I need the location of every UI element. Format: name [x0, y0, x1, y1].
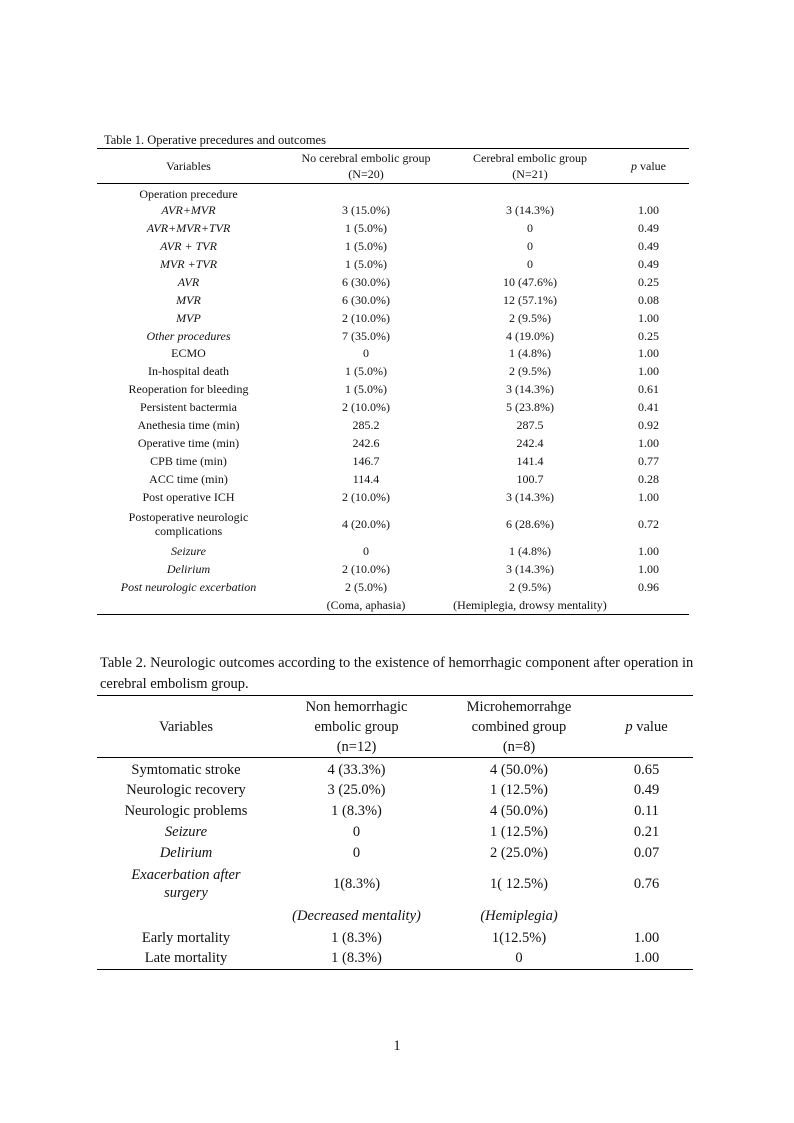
- cell-p: 0.96: [638, 580, 659, 595]
- cell-p: 0.49: [638, 239, 659, 254]
- cell-p: 0.49: [638, 257, 659, 271]
- row-label: [97, 596, 280, 614]
- cell-b: 1 (12.5%): [490, 823, 548, 840]
- cell-b: 2 (25.0%): [490, 844, 548, 861]
- table-row: [97, 506, 689, 543]
- header-line: Non hemorrhagic: [305, 698, 408, 715]
- cell-a: 2 (10.0%): [342, 562, 390, 577]
- table-row: [97, 398, 689, 416]
- table-row: [97, 255, 689, 273]
- table1-header-row: [97, 149, 689, 184]
- cell-p: 1.00: [633, 929, 660, 946]
- row-label: Post operative ICH: [142, 489, 235, 504]
- table-row: [97, 779, 693, 800]
- cell-a: 0: [352, 844, 361, 861]
- cell-a: 146.7: [352, 453, 380, 468]
- cell-a: 1 (5.0%): [345, 257, 387, 271]
- cell-b: 4 (19.0%): [506, 328, 554, 343]
- row-label: Other procedures: [146, 328, 231, 343]
- cell-p: 0.76: [633, 876, 660, 892]
- table-row: [97, 948, 693, 969]
- cell-a: 3 (25.0%): [327, 781, 386, 798]
- table-row: [97, 327, 689, 345]
- table-row: [97, 362, 689, 380]
- table2-header-group2: [438, 696, 600, 758]
- row-label: Persistent bactermia: [140, 400, 237, 415]
- cell-b: 3 (14.3%): [506, 382, 554, 397]
- table-row: [97, 219, 689, 237]
- cell-a: 2 (10.0%): [342, 489, 390, 504]
- table1-header-group1: [280, 149, 452, 184]
- table-row: [97, 758, 693, 780]
- cell-b: 242.4: [516, 435, 544, 450]
- note-b: (Hemiplegia): [480, 908, 558, 924]
- cell-b: 287.5: [516, 418, 544, 433]
- row-label: Neurologic recovery: [126, 781, 246, 798]
- cell-a: 2 (10.0%): [342, 310, 390, 325]
- row-label: MVP: [176, 310, 201, 325]
- note-a: (Decreased mentality): [292, 908, 421, 924]
- header-line: (n=8): [502, 738, 536, 755]
- cell-p: 1.00: [638, 310, 659, 325]
- cell-b: 141.4: [516, 453, 544, 468]
- cell-a: 1(8.3%): [332, 876, 381, 892]
- cell-a: 1 (8.3%): [331, 950, 382, 967]
- row-label: Operation precedure: [139, 187, 238, 202]
- table1-header-variables: Variables: [97, 149, 280, 184]
- p-symbol: p: [625, 718, 633, 735]
- table2-header-variables: Variables: [97, 696, 275, 758]
- page-number: 1: [393, 1038, 401, 1054]
- table2-header-group1: [275, 696, 438, 758]
- cell-a: 285.2: [352, 418, 380, 433]
- cell-b: 4 (50.0%): [490, 802, 548, 819]
- row-label: ACC time (min): [149, 471, 228, 486]
- cell-a: 0: [352, 823, 361, 840]
- cell-p: [600, 905, 693, 927]
- label-line: Exacerbation after: [131, 867, 241, 883]
- label-line: complications: [154, 524, 223, 539]
- table2-header-row: [97, 696, 693, 758]
- cell-a: 3 (15.0%): [342, 203, 390, 218]
- cell-p: 0.21: [633, 823, 660, 840]
- label-line: Postoperative neurologic: [128, 510, 249, 525]
- row-label: Seizure: [171, 544, 206, 559]
- table-row: [97, 273, 689, 291]
- cell-b: 0: [527, 221, 533, 236]
- cell-b: 2 (9.5%): [509, 310, 551, 325]
- table-row: [97, 416, 689, 434]
- cell-b: 0: [515, 950, 523, 967]
- cell-p: 1.00: [633, 950, 660, 967]
- cell-a: 1 (5.0%): [345, 239, 387, 254]
- cell-b: 100.7: [516, 471, 544, 486]
- cell-p: 0.49: [638, 221, 659, 236]
- cell-b: 2 (9.5%): [509, 364, 551, 379]
- cell-b: 1(12.5%): [491, 929, 547, 946]
- table-row: [97, 578, 689, 596]
- cell-p: 0.49: [633, 781, 660, 798]
- table-row: [97, 905, 693, 927]
- cell-a: 2 (5.0%): [345, 580, 387, 595]
- table-row: [97, 927, 693, 948]
- row-label: MVR +TVR: [159, 257, 218, 271]
- cell-a: 7 (35.0%): [342, 328, 390, 343]
- p-symbol: p: [631, 159, 637, 173]
- cell-p: 0.28: [638, 471, 659, 486]
- cell-b: 3 (14.3%): [506, 489, 554, 504]
- cell-p: 0.65: [633, 762, 660, 778]
- table2-caption: Table 2. Neurologic outcomes according to the existence of hemorrhagic component after operation in cerebral embolism group.: [100, 655, 694, 692]
- header-line: value: [637, 159, 666, 173]
- row-label: Delirium: [166, 562, 211, 577]
- cell-a: 114.4: [352, 471, 380, 486]
- header-line: Cerebral embolic group: [473, 151, 587, 165]
- cell-b: 0: [527, 257, 533, 271]
- cell-a: 0: [363, 544, 369, 559]
- cell-p: 1.00: [638, 562, 659, 577]
- cell-p: 0.41: [638, 400, 659, 415]
- row-label: [97, 506, 280, 543]
- cell-p: 1.00: [638, 544, 659, 559]
- label-line: surgery: [164, 885, 208, 901]
- row-label: [97, 863, 275, 905]
- table-row: [97, 863, 693, 905]
- table-row: [97, 184, 689, 202]
- cell-p: 0.72: [638, 517, 659, 532]
- header-line: (N=21): [512, 167, 548, 181]
- table1-header-pvalue: [608, 149, 689, 184]
- cell-a: 6 (30.0%): [342, 274, 390, 289]
- row-label: AVR+MVR: [161, 203, 216, 218]
- table-row: [97, 842, 693, 863]
- table-row: [97, 380, 689, 398]
- cell-a: 4 (33.3%): [327, 762, 386, 778]
- table-row: [97, 800, 693, 821]
- header-line: embolic group: [314, 718, 399, 735]
- header-line: (N=20): [348, 167, 384, 181]
- cell-b: 1 (4.8%): [509, 544, 551, 559]
- cell-p: 0.77: [638, 453, 659, 468]
- row-label: Anethesia time (min): [137, 418, 240, 433]
- table-row: [97, 201, 689, 219]
- cell-p: [608, 596, 689, 614]
- cell-b: 2 (9.5%): [509, 580, 551, 595]
- cell-p: 0.25: [638, 274, 659, 289]
- table-row: [97, 434, 689, 452]
- cell-b: 1 (12.5%): [490, 781, 548, 798]
- row-label: Early mortality: [141, 929, 231, 946]
- note-b: (Hemiplegia, drowsy mentality): [453, 597, 607, 612]
- cell-p: 0.08: [638, 292, 659, 307]
- table-row: [97, 821, 693, 842]
- row-label: AVR: [177, 274, 200, 289]
- note-a: (Coma, aphasia): [326, 597, 406, 612]
- table-row: [97, 596, 689, 614]
- row-label: Symtomatic stroke: [131, 762, 241, 778]
- cell-b: 3 (14.3%): [506, 562, 554, 577]
- cell-p: 1.00: [638, 203, 659, 218]
- cell-a: 1 (8.3%): [331, 802, 382, 819]
- cell-a: 2 (10.0%): [342, 400, 390, 415]
- table-row: [97, 291, 689, 309]
- table-row: [97, 309, 689, 327]
- cell-p: 0.07: [633, 844, 660, 861]
- table-row: [97, 237, 689, 255]
- row-label: In-hospital death: [148, 364, 229, 379]
- cell-b: 4 (50.0%): [490, 762, 548, 778]
- table-row: [97, 452, 689, 470]
- cell-b: 1( 12.5%): [490, 876, 548, 892]
- cell-a: 242.6: [352, 435, 380, 450]
- table1: [97, 148, 689, 615]
- row-label: MVR: [176, 292, 201, 307]
- cell-p: 1.00: [638, 364, 659, 379]
- cell-p: 0.92: [638, 418, 659, 433]
- cell-b: 10 (47.6%): [503, 274, 557, 289]
- row-label: Delirium: [159, 844, 213, 861]
- table-row: [97, 488, 689, 506]
- cell-a: 0: [363, 346, 369, 361]
- cell-a: 1 (5.0%): [345, 364, 387, 379]
- row-label: Seizure: [164, 823, 208, 840]
- row-label: AVR+MVR+TVR: [146, 221, 231, 236]
- table-row: [97, 470, 689, 488]
- cell-b: 3 (14.3%): [506, 203, 554, 218]
- cell-b: 0: [527, 239, 533, 254]
- row-label: Late mortality: [144, 950, 228, 967]
- cell-a: 1 (5.0%): [345, 382, 387, 397]
- cell-a: 4 (20.0%): [342, 517, 390, 532]
- cell-a: 1 (5.0%): [345, 221, 387, 236]
- row-label: [97, 905, 275, 927]
- row-label: AVR + TVR: [160, 239, 217, 254]
- cell-a: 6 (30.0%): [342, 292, 390, 307]
- header-line: Microhemorrahge: [466, 698, 572, 715]
- row-label: CPB time (min): [150, 453, 227, 468]
- header-line: combined group: [471, 718, 567, 735]
- table2: [97, 695, 693, 970]
- table1-header-group2: [452, 149, 608, 184]
- header-line: value: [632, 718, 668, 735]
- cell-p: 0.25: [638, 328, 659, 343]
- table-row: [97, 543, 689, 561]
- header-line: No cerebral embolic group: [301, 151, 431, 165]
- cell-p: 0.11: [634, 802, 659, 819]
- cell-b: 1 (4.8%): [509, 346, 551, 361]
- table-row: [97, 345, 689, 363]
- row-label: Neurologic problems: [124, 802, 248, 819]
- header-line: (n=12): [336, 738, 377, 755]
- table2-header-pvalue: [600, 696, 693, 758]
- cell-b: 12 (57.1%): [503, 292, 557, 307]
- row-label: ECMO: [171, 346, 206, 361]
- cell-b: 5 (23.8%): [506, 400, 554, 415]
- row-label: Post neurologic excerbation: [120, 580, 257, 595]
- cell-b: 6 (28.6%): [506, 517, 554, 532]
- cell-p: 1.00: [638, 435, 659, 450]
- row-label: Reoperation for bleeding: [128, 382, 249, 397]
- cell-p: 0.61: [638, 382, 659, 397]
- table1-caption: Table 1. Operative precedures and outcomes: [104, 133, 326, 147]
- cell-b: [452, 184, 608, 202]
- table-row: [97, 560, 689, 578]
- row-label: Operative time (min): [137, 435, 240, 450]
- cell-p: 1.00: [638, 489, 659, 504]
- cell-p: 1.00: [638, 346, 659, 361]
- cell-a: 1 (8.3%): [331, 929, 382, 946]
- cell-a: [280, 184, 452, 202]
- cell-p: [608, 184, 689, 202]
